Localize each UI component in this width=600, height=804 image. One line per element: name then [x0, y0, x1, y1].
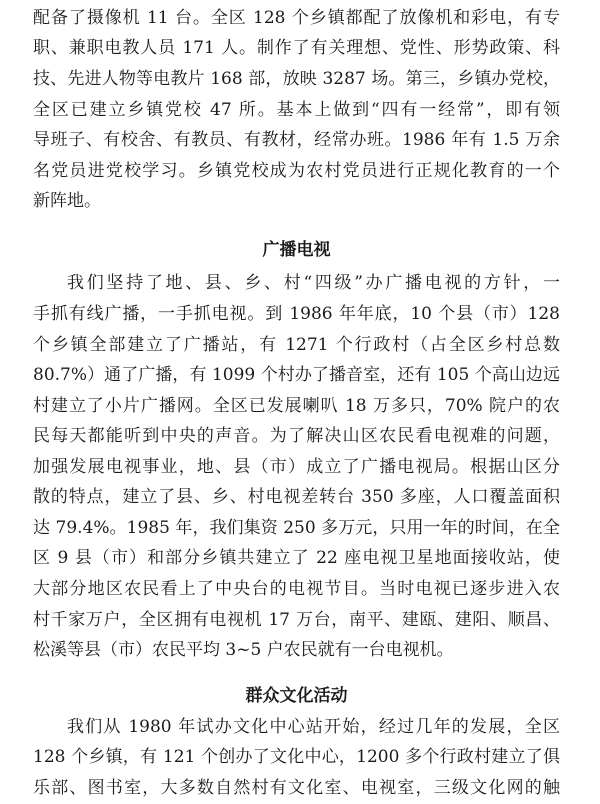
text-line: 技、先进人物等电教片 168 部，放映 3287 场。第三，乡镇办党校， [33, 69, 560, 89]
text-line: 个乡镇全部建立了广播站，有 1271 个行政村（占全区乡村总数 [33, 335, 560, 355]
text-line: 128 个乡镇，有 121 个创办了文化中心，1200 多个行政村建立了俱 [33, 747, 560, 767]
text-line: 手抓有线广播，一手抓电视。到 1986 年年底，10 个县（市）128 [33, 304, 560, 324]
text-line: 全区已建立乡镇党校 47 所。基本上做到“四有一经常”，即有领 [33, 100, 560, 120]
text-line: 村建立了小片广播网。全区已发展喇叭 18 万多只，70% 院户的农 [33, 396, 560, 416]
text-line: 配备了摄像机 11 台。全区 128 个乡镇都配了放像机和彩电，有专 [33, 8, 560, 28]
section-heading: 广播电视 [262, 240, 331, 260]
text-line: 散的特点，建立了县、乡、村电视差转台 350 多座，人口覆盖面积 [33, 487, 560, 507]
text-line: 加强发展电视事业，地、县（市）成立了广播电视局。根据山区分 [33, 457, 560, 477]
text-line: 大部分地区农民看上了中央台的电视节目。当时电视已逐步进入农 [33, 579, 560, 599]
text-line: 我们坚持了地、县、乡、村“四级”办广播电视的方针，一 [67, 273, 560, 293]
text-line: 民每天都能听到中央的声音。为了解决山区农民看电视难的问题， [33, 426, 560, 446]
text-line: 名党员进党校学习。乡镇党校成为农村党员进行正规化教育的一个 [33, 161, 560, 181]
text-line: 80.7%）通了广播，有 1099 个村办了播音室，还有 105 个高山边远 [33, 365, 560, 385]
text-line: 松溪等县（市）农民平均 3~5 户农民就有一台电视机。 [33, 640, 454, 660]
section-heading: 群众文化活动 [245, 686, 348, 706]
text-line: 新阵地。 [33, 191, 101, 211]
text-line: 区 9 县（市）和部分乡镇共建立了 22 座电视卫星地面接收站，使 [33, 548, 560, 568]
text-line: 达 79.4%。1985 年，我们集资 250 多万元，只用一年的时间，在全 [33, 518, 560, 538]
text-line: 村千家万户，全区拥有电视机 17 万台，南平、建瓯、建阳、顺昌、 [33, 610, 560, 630]
text-line: 职、兼职电教人员 171 人。制作了有关理想、党性、形势政策、科 [33, 38, 560, 58]
text-line: 乐部、图书室，大多数自然村有文化室、电视室，三级文化网的触 [33, 778, 560, 798]
text-line: 我们从 1980 年试办文化中心站开始，经过几年的发展，全区 [67, 717, 560, 737]
text-line: 导班子、有校舍、有教员、有教材，经常办班。1986 年有 1.5 万余 [33, 130, 560, 150]
